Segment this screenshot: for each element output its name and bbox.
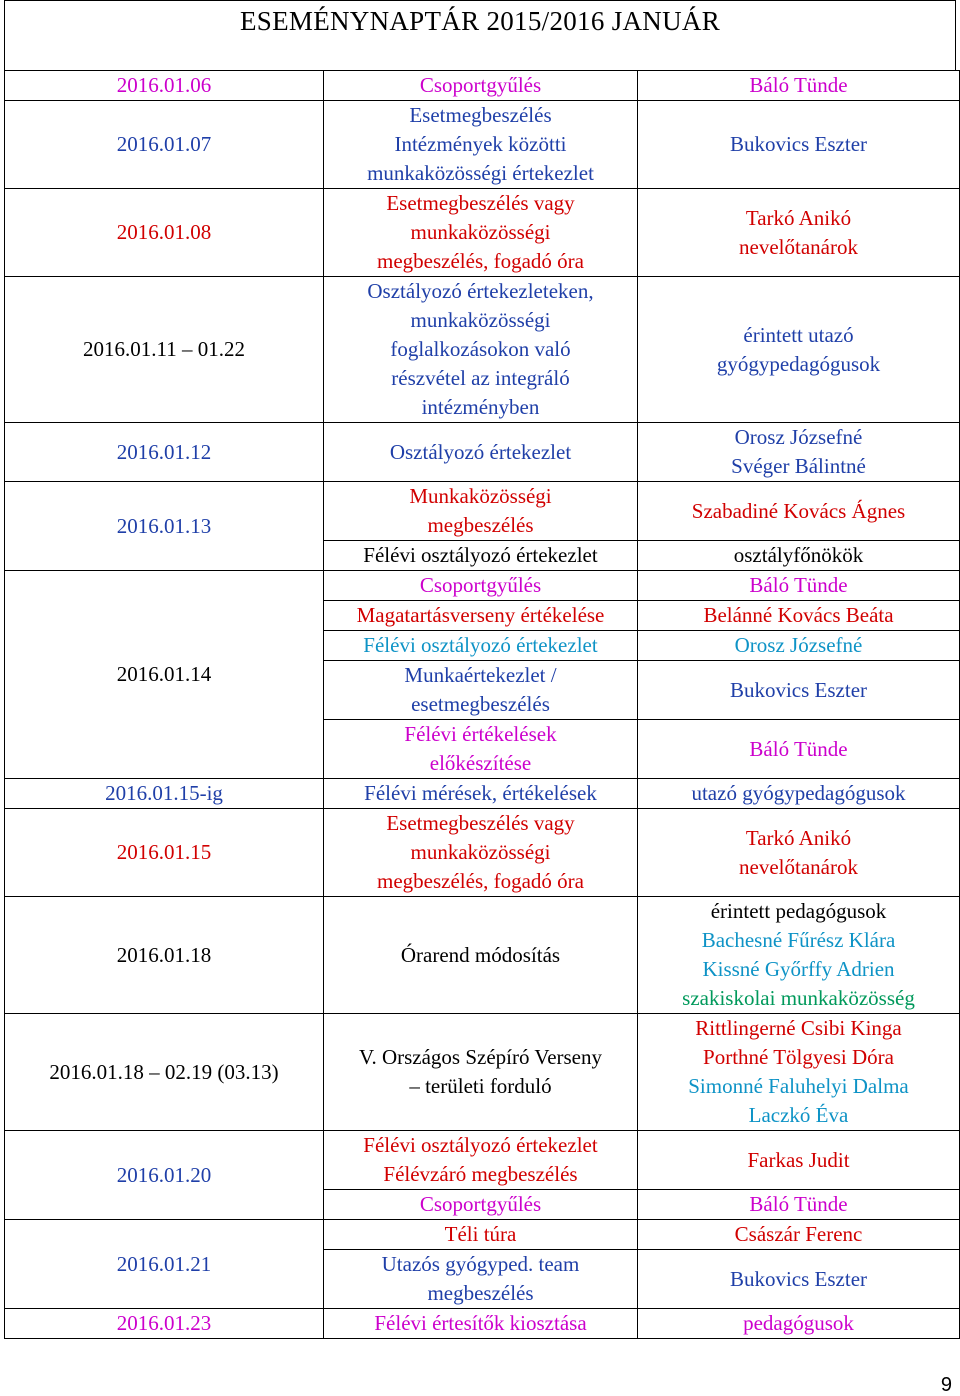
date-cell bbox=[5, 101, 324, 189]
cell-line: Félévi osztályozó értekezlet bbox=[363, 1133, 598, 1157]
cell-line: 2016.01.11 – 01.22 bbox=[83, 337, 245, 361]
date-cell bbox=[5, 1220, 324, 1309]
title-cell bbox=[4, 0, 956, 70]
cell-line: Utazós gyógyped. team bbox=[381, 1252, 580, 1276]
table-row bbox=[5, 1131, 960, 1190]
event-cell bbox=[324, 631, 638, 661]
cell-line: Munkaértekezlet / bbox=[404, 663, 557, 687]
event-cell bbox=[324, 1190, 638, 1220]
date-cell bbox=[5, 277, 324, 423]
event-cell bbox=[324, 661, 638, 720]
cell-line: Bachesné Fűrész Klára bbox=[701, 928, 896, 952]
responsible-cell bbox=[638, 1250, 960, 1309]
cell-line: Báló Tünde bbox=[749, 573, 848, 597]
date-cell bbox=[5, 571, 324, 779]
table-row bbox=[5, 809, 960, 897]
cell-line: Esetmegbeszélés vagy bbox=[386, 811, 575, 835]
responsible-cell bbox=[638, 809, 960, 897]
cell-line: érintett utazó bbox=[743, 322, 854, 347]
event-cell bbox=[324, 423, 638, 482]
table-row bbox=[5, 779, 960, 809]
responsible-cell bbox=[638, 601, 960, 631]
cell-line: foglalkozásokon való bbox=[390, 337, 571, 361]
cell-line: Csoportgyűlés bbox=[419, 1192, 542, 1216]
table-row bbox=[5, 897, 960, 1014]
cell-line: esetmegbeszélés bbox=[411, 692, 550, 716]
responsible-cell bbox=[638, 1014, 960, 1131]
cell-line: megbeszélés bbox=[427, 1281, 534, 1305]
page-number: 9 bbox=[940, 1374, 952, 1396]
date-cell bbox=[5, 897, 324, 1014]
table-row bbox=[5, 571, 960, 601]
cell-line: nevelőtanárok bbox=[739, 854, 858, 879]
cell-line: 2016.01.23 bbox=[116, 1311, 212, 1335]
event-cell bbox=[324, 571, 638, 601]
cell-line: Félévi értesítők kiosztása bbox=[374, 1311, 587, 1335]
cell-line: Osztályozó értekezlet bbox=[389, 439, 572, 464]
cell-line: Báló Tünde bbox=[749, 1192, 848, 1216]
date-cell bbox=[5, 189, 324, 277]
responsible-cell bbox=[638, 571, 960, 601]
responsible-cell bbox=[638, 897, 960, 1014]
cell-line: Porthné Tölgyesi Dóra bbox=[703, 1045, 894, 1069]
cell-line: 2016.01.15 bbox=[116, 840, 212, 864]
event-cell bbox=[324, 71, 638, 101]
cell-line: utazó gyógypedagógusok bbox=[691, 781, 906, 805]
cell-line: Laczkó Éva bbox=[748, 1103, 849, 1127]
table-row bbox=[5, 1309, 960, 1339]
cell-line: Félévi osztályozó értekezlet bbox=[363, 543, 598, 567]
responsible-cell bbox=[638, 1190, 960, 1220]
cell-line: Félévi értékelések bbox=[404, 722, 557, 746]
event-calendar-sheet bbox=[4, 0, 956, 1339]
table-row bbox=[5, 423, 960, 482]
page-title: ESEMÉNYNAPTÁR 2015/2016 JANUÁR bbox=[239, 6, 721, 36]
table-row bbox=[5, 1220, 960, 1250]
cell-line: pedagógusok bbox=[743, 1311, 854, 1335]
cell-line: osztályfőnökök bbox=[733, 543, 864, 567]
cell-line: Téli túra bbox=[444, 1222, 517, 1246]
event-table bbox=[4, 70, 960, 1339]
responsible-cell bbox=[638, 541, 960, 571]
responsible-cell bbox=[638, 482, 960, 541]
responsible-cell bbox=[638, 189, 960, 277]
date-cell bbox=[5, 482, 324, 571]
date-cell bbox=[5, 1014, 324, 1131]
responsible-cell bbox=[638, 720, 960, 779]
cell-line: Simonné Faluhelyi Dalma bbox=[688, 1074, 909, 1098]
cell-line: Bukovics Eszter bbox=[729, 132, 868, 156]
cell-line: 2016.01.15-ig bbox=[105, 781, 223, 805]
event-cell bbox=[324, 277, 638, 423]
cell-line: Félévi mérések, értékelések bbox=[364, 781, 597, 805]
cell-line: 2016.01.12 bbox=[116, 439, 212, 464]
cell-line: Osztályozó értekezleteken, bbox=[367, 279, 594, 303]
cell-line: Kissné Győrffy Adrien bbox=[702, 957, 895, 981]
responsible-cell bbox=[638, 779, 960, 809]
table-row bbox=[5, 71, 960, 101]
event-cell bbox=[324, 541, 638, 571]
cell-line: Báló Tünde bbox=[749, 73, 848, 97]
responsible-cell bbox=[638, 423, 960, 482]
table-row bbox=[5, 1014, 960, 1131]
cell-line: munkaközösségi bbox=[410, 220, 551, 244]
event-cell bbox=[324, 1250, 638, 1309]
cell-line: V. Országos Szépíró Verseny bbox=[358, 1045, 603, 1069]
cell-line: Bukovics Eszter bbox=[729, 677, 868, 702]
event-cell bbox=[324, 720, 638, 779]
cell-line: Csoportgyűlés bbox=[419, 73, 542, 97]
cell-line: Svéger Bálintné bbox=[731, 454, 866, 478]
cell-line: Tarkó Anikó bbox=[745, 205, 852, 230]
cell-line: 2016.01.08 bbox=[116, 220, 212, 244]
event-cell bbox=[324, 1014, 638, 1131]
cell-line: Intézmények közötti bbox=[394, 132, 567, 156]
event-cell bbox=[324, 482, 638, 541]
cell-line: megbeszélés bbox=[427, 513, 534, 537]
cell-line: 2016.01.18 bbox=[116, 942, 212, 967]
cell-line: Belánné Kovács Beáta bbox=[703, 603, 894, 627]
cell-line: 2016.01.18 – 02.19 (03.13) bbox=[49, 1059, 279, 1084]
cell-line: – területi forduló bbox=[409, 1074, 552, 1098]
cell-line: érintett pedagógusok bbox=[710, 899, 887, 923]
responsible-cell bbox=[638, 1131, 960, 1190]
responsible-cell bbox=[638, 277, 960, 423]
cell-line: Munkaközösségi bbox=[409, 484, 552, 508]
cell-line: 2016.01.07 bbox=[116, 132, 212, 156]
responsible-cell bbox=[638, 1220, 960, 1250]
cell-line: gyógypedagógusok bbox=[716, 351, 881, 376]
event-cell bbox=[324, 1220, 638, 1250]
responsible-cell bbox=[638, 1309, 960, 1339]
cell-line: Orosz Józsefné bbox=[734, 633, 863, 657]
date-cell bbox=[5, 809, 324, 897]
event-cell bbox=[324, 779, 638, 809]
event-cell bbox=[324, 189, 638, 277]
cell-line: Szabadiné Kovács Ágnes bbox=[691, 498, 906, 523]
event-cell bbox=[324, 101, 638, 189]
cell-line: Félévi osztályozó értekezlet bbox=[363, 633, 598, 657]
cell-line: előkészítése bbox=[429, 751, 532, 775]
responsible-cell bbox=[638, 631, 960, 661]
cell-line: nevelőtanárok bbox=[739, 234, 858, 259]
event-cell bbox=[324, 1309, 638, 1339]
date-cell bbox=[5, 779, 324, 809]
event-cell bbox=[324, 897, 638, 1014]
cell-line: Orosz Józsefné bbox=[734, 425, 863, 449]
cell-line: Esetmegbeszélés vagy bbox=[386, 191, 575, 215]
cell-line: intézményben bbox=[421, 395, 540, 419]
cell-line: megbeszélés, fogadó óra bbox=[377, 869, 584, 893]
event-cell bbox=[324, 601, 638, 631]
date-cell bbox=[5, 1309, 324, 1339]
table-row bbox=[5, 189, 960, 277]
cell-line: 2016.01.06 bbox=[116, 73, 212, 97]
responsible-cell bbox=[638, 71, 960, 101]
cell-line: Tarkó Anikó bbox=[745, 825, 852, 850]
cell-line: 2016.01.21 bbox=[116, 1251, 212, 1276]
cell-line: munkaközösségi bbox=[410, 308, 551, 332]
cell-line: Csoportgyűlés bbox=[419, 573, 542, 597]
event-cell bbox=[324, 809, 638, 897]
cell-line: Félévzáró megbeszélés bbox=[383, 1162, 578, 1186]
cell-line: Farkas Judit bbox=[747, 1147, 850, 1172]
table-row bbox=[5, 101, 960, 189]
date-cell bbox=[5, 423, 324, 482]
date-cell bbox=[5, 1131, 324, 1220]
table-row bbox=[5, 482, 960, 541]
cell-line: 2016.01.14 bbox=[116, 662, 212, 686]
cell-line: részvétel az integráló bbox=[391, 366, 570, 390]
cell-line: munkaközösségi értekezlet bbox=[367, 161, 594, 185]
cell-line: munkaközösségi bbox=[410, 840, 551, 864]
cell-line: Bukovics Eszter bbox=[729, 1266, 868, 1291]
event-cell bbox=[324, 1131, 638, 1190]
cell-line: megbeszélés, fogadó óra bbox=[377, 249, 584, 273]
cell-line: Császár Ferenc bbox=[734, 1222, 863, 1246]
responsible-cell bbox=[638, 661, 960, 720]
cell-line: 2016.01.20 bbox=[116, 1162, 212, 1187]
cell-line: Magatartásverseny értékelése bbox=[356, 603, 605, 627]
responsible-cell bbox=[638, 101, 960, 189]
cell-line: Esetmegbeszélés bbox=[409, 103, 552, 127]
cell-line: Báló Tünde bbox=[749, 736, 848, 761]
cell-line: Rittlingerné Csibi Kinga bbox=[695, 1016, 902, 1040]
cell-line: Órarend módosítás bbox=[400, 942, 561, 967]
table-row bbox=[5, 277, 960, 423]
date-cell bbox=[5, 71, 324, 101]
cell-line: 2016.01.13 bbox=[116, 513, 212, 538]
event-table-body bbox=[5, 71, 960, 1339]
cell-line: szakiskolai munkaközösség bbox=[682, 986, 915, 1010]
